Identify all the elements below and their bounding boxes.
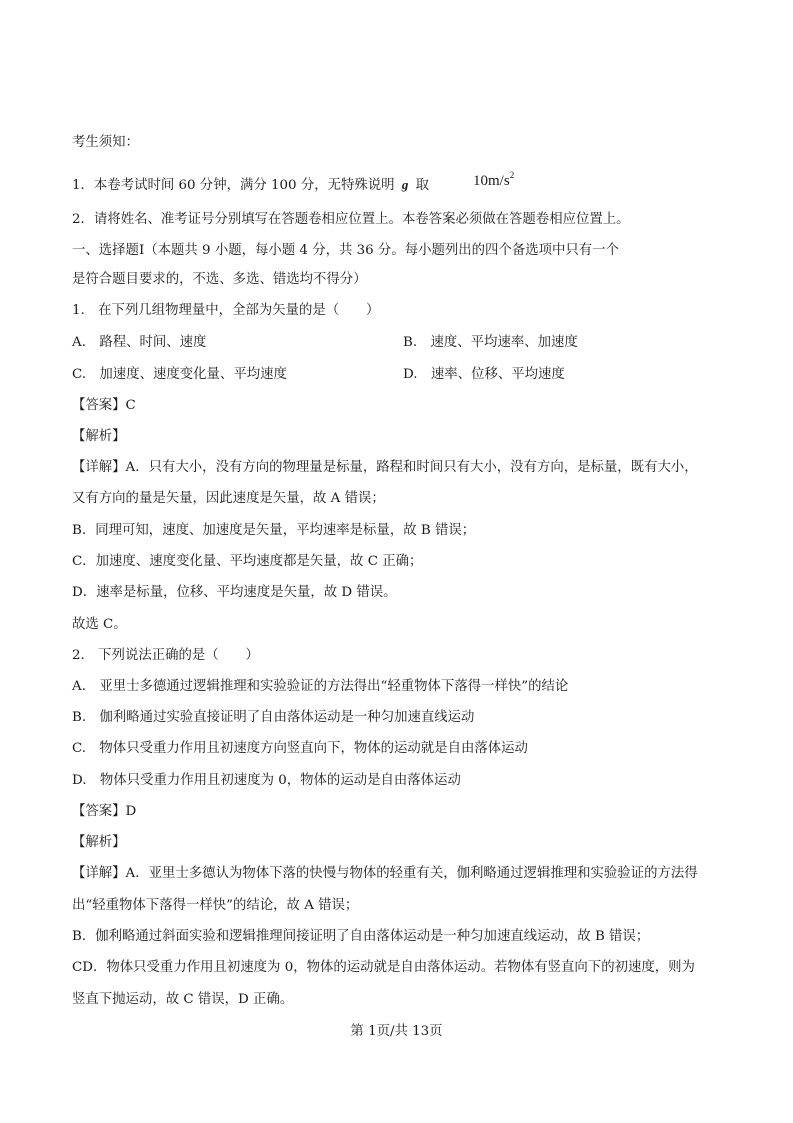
section-title-line-1: 一、选择题Ⅰ（本题共 9 小题，每小题 4 分，共 36 分。每小题列出的四个备选项中只有一个 bbox=[72, 243, 619, 258]
gravity-value-exponent: 2 bbox=[509, 170, 515, 180]
question-2-option-b: B. 伽利略通过实验直接证明了自由落体运动是一种匀加速直线运动 bbox=[72, 710, 475, 725]
notice-item-1 bbox=[72, 175, 429, 196]
notice-heading: 考生须知： bbox=[72, 135, 139, 150]
question-2-detail-line-2: 出“轻重物体下落得一样快”的结论，故 A 错误； bbox=[72, 898, 359, 913]
page-footer: 第 1页/共 13页 bbox=[350, 1024, 443, 1039]
question-2-option-c: C. 物体只受重力作用且初速度方向竖直向下，物体的运动就是自由落体运动 bbox=[72, 741, 528, 756]
question-2-option-a: A. 亚里士多德通过逻辑推理和实验验证的方法得出“轻重物体下落得一样快”的结论 bbox=[72, 679, 569, 694]
question-2-detail-line-1: 【详解】A．亚里士多德认为物体下落的快慢与物体的轻重有关，伽利略通过逻辑推理和实验验证的方法得 bbox=[72, 866, 698, 881]
question-2-detail-line-3: B．伽利略通过斜面实验和逻辑推理间接证明了自由落体运动是一种匀加速直线运动，故 B 错误； bbox=[72, 929, 650, 944]
question-1-detail-line-4: C．加速度、速度变化量、平均速度都是矢量，故 C 正确； bbox=[72, 554, 423, 569]
question-1-conclusion: 故选 C。 bbox=[72, 617, 127, 632]
gravity-value bbox=[473, 170, 514, 190]
question-1-detail-line-3: B．同理可知，速度、加速度是矢量，平均速率是标量，故 B 错误； bbox=[72, 523, 476, 538]
question-1-option-a: A. 路程、时间、速度 bbox=[72, 335, 207, 350]
gravity-symbol: g bbox=[401, 177, 409, 192]
question-1-detail-line-1: 【详解】A．只有大小，没有方向的物理量是标量，路程和时间只有大小，没有方向，是标量，既有大小， bbox=[72, 460, 698, 475]
question-2-option-d: D. 物体只受重力作用且初速度为 0，物体的运动是自由落体运动 bbox=[72, 773, 461, 788]
question-1-detail-line-5: D．速率是标量，位移、平均速度是矢量，故 D 错误。 bbox=[72, 585, 397, 600]
question-2-detail-line-4: CD．物体只受重力作用且初速度为 0，物体的运动就是自由落体运动。若物体有竖直向下的初速度，则为 bbox=[72, 960, 695, 975]
notice-item-1-suffix: 取 bbox=[411, 178, 429, 193]
question-1-stem: 1. 在下列几组物理量中，全部为矢量的是（ ） bbox=[72, 303, 380, 318]
question-2-analysis-label: 【解析】 bbox=[72, 835, 126, 850]
question-1-option-c: C. 加速度、速度变化量、平均速度 bbox=[72, 367, 287, 382]
question-1-detail-line-2: 又有方向的量是矢量，因此速度是矢量，故 A 错误； bbox=[72, 491, 385, 506]
question-2-detail-line-5: 竖直下抛运动，故 C 错误，D 正确。 bbox=[72, 992, 294, 1007]
question-1-answer: 【答案】C bbox=[72, 398, 136, 413]
question-2-stem: 2. 下列说法正确的是（ ） bbox=[72, 648, 259, 663]
notice-item-2: 2．请将姓名、准考证号分别填写在答题卷相应位置上。本卷答案必须做在答题卷相应位置上。 bbox=[72, 212, 630, 227]
question-2-answer: 【答案】D bbox=[72, 804, 137, 819]
notice-item-1-text: 1．本卷考试时间 60 分钟，满分 100 分，无特殊说明 bbox=[72, 178, 399, 193]
section-title-line-2: 是符合题目要求的，不选、多选、错选均不得分） bbox=[72, 272, 367, 287]
question-1-option-d: D. 速率、位移、平均速度 bbox=[403, 367, 565, 382]
question-1-analysis-label: 【解析】 bbox=[72, 429, 126, 444]
question-1-option-b: B. 速度、平均速率、加速度 bbox=[403, 335, 578, 350]
gravity-value-text: 10m/s bbox=[473, 173, 510, 189]
